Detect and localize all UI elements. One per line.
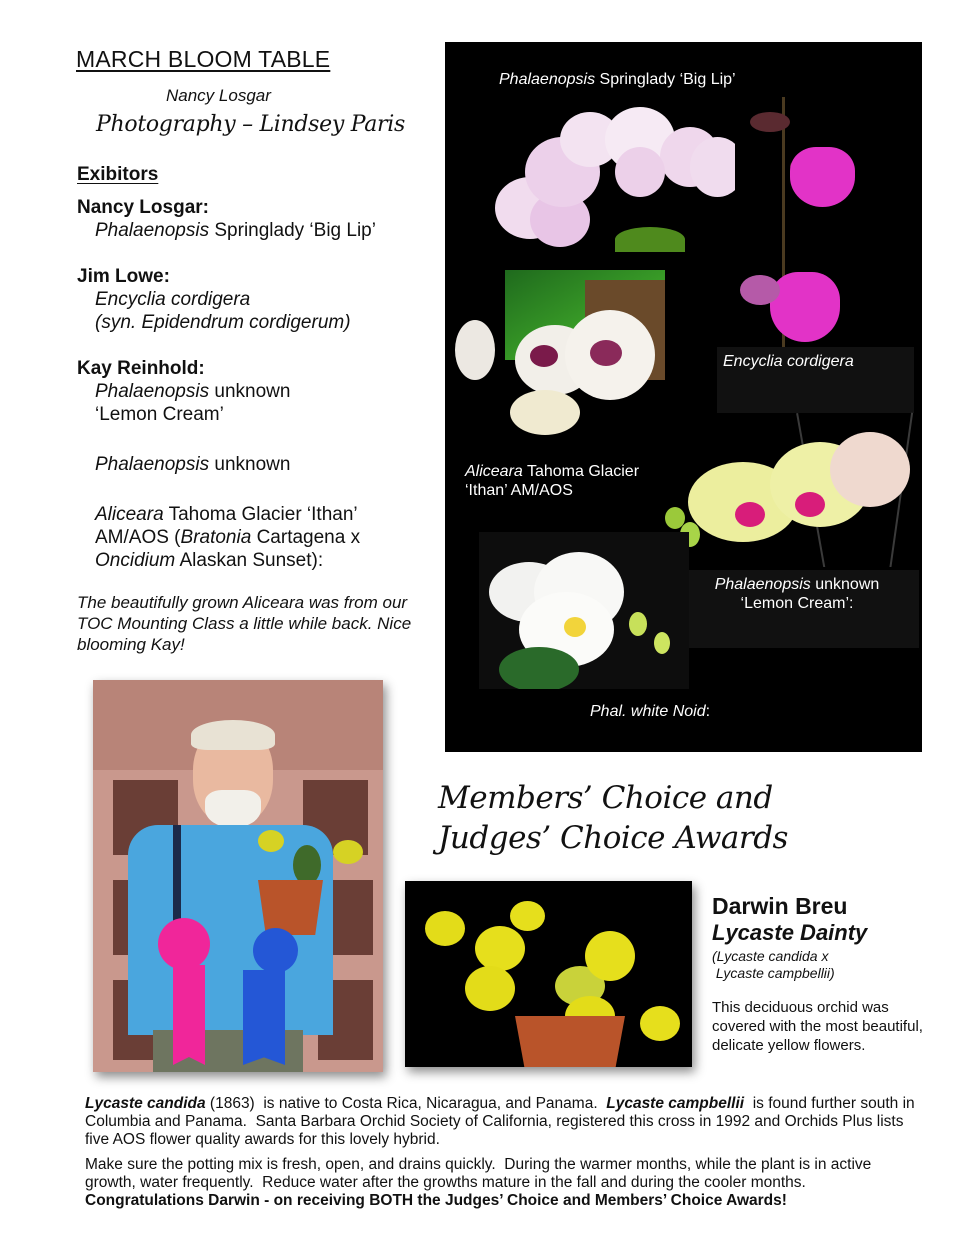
photo-aliceara-tahoma-glacier [455,270,670,450]
synonym: (syn. Epidendrum cordigerum) [95,312,351,333]
genus: Oncidium [95,550,176,571]
plant-entry [77,380,437,426]
flower-pot [258,880,323,935]
photo-phal-white-noid [479,532,689,689]
genus: Aliceara [95,504,164,525]
plant-name: Alaskan Sunset): [175,550,324,571]
genus: Phalaenopsis [714,576,811,593]
genus: Phalaenopsis [95,220,210,241]
photo-phalaenopsis-lemon-cream [660,412,920,567]
exhibitor-nancy-losgar [77,196,437,242]
photography-credit: Photography – Lindsey Paris [96,112,405,137]
parentage-line: Lycaste campbellii) [712,965,835,981]
plant-entry [77,503,437,572]
genus: Phalaenopsis [95,454,210,475]
congratulations-text: Congratulations Darwin - on receiving BOTH the Judges’ Choice and Members’ Choice Awards! [85,1192,787,1209]
caption-text: ‘Ithan’ AM/AOS [465,482,573,499]
exhibitor-kay-reinhold [77,357,437,572]
photo-darwin-breu-with-ribbons [93,680,383,1072]
plant-parentage [712,948,932,982]
plant-name: unknown [209,381,291,402]
exhibitor-name: Kay Reinhold: [77,358,205,379]
caption-text: ‘Lemon Cream’: [740,595,854,612]
article-text: is found further south in Columbia and Panama. Santa Barbara Orchid Society of California, registered this cross in 1992 and Orchids Plus lists five AOS flower quality awards for this lovely hybrid. [85,1095,919,1148]
plant-name: unknown [209,454,291,475]
lycaste-article [85,1095,925,1210]
caption-text: Tahoma Glacier [522,463,640,480]
bloom-photo-collage [445,42,922,752]
winner-plant: Lycaste Dainty [712,920,868,945]
photo-encyclia-cordigera [730,97,880,347]
plant-entry [77,219,437,242]
blue-ribbon [253,928,298,973]
photo-lycaste-dainty [405,881,692,1067]
caption-text: unknown [810,576,880,593]
plant-name: Springlady ‘Big Lip’ [209,220,376,241]
photo-phalaenopsis-springlady [495,97,735,257]
winner-description: This deciduous orchid was covered with the most beautiful, delicate yellow flowers. [712,999,923,1054]
species-name: Lycaste candida [85,1095,206,1112]
caption-springlady [499,70,736,89]
article-paragraph-2 [85,1156,925,1210]
pink-ribbon [158,918,210,970]
exhibitors-list [77,196,437,595]
caption-aliceara [465,462,639,500]
caption-encyclia [723,352,854,371]
plant-entry [77,453,437,476]
caption-white-noid [590,702,710,721]
caption-punct: : [705,703,711,720]
award-text: AM/AOS ( [95,527,181,548]
exhibitor-name: Nancy Losgar: [77,197,209,218]
page-title: MARCH BLOOM TABLE [76,46,331,72]
genus: Phalaenopsis [95,381,210,402]
award-winner-info [712,893,932,1055]
caption-text: Springlady ‘Big Lip’ [595,71,736,88]
caption-text: Encyclia cordigera [723,353,854,370]
plant-name: Cartagena x [251,527,361,548]
awards-heading [438,778,838,858]
article-paragraph-1 [85,1095,925,1149]
exhibitor-note: The beautifully grown Aliceara was from our TOC Mounting Class a little while back. Nice blooming Kay! [77,593,412,654]
caption-lemon-cream [675,575,919,613]
plant-name: Tahoma Glacier ‘Ithan’ [163,504,358,525]
genus: Bratonia [180,527,252,548]
species-name: Lycaste campbellii [606,1095,745,1112]
species: Encyclia cordigera [95,289,251,310]
parentage-line: (Lycaste candida x [712,948,829,964]
author: Nancy Losgar [166,86,271,105]
article-text: (1863) is native to Costa Rica, Nicaragua, and Panama. [205,1095,607,1112]
awards-heading-line1: Members’ Choice and [438,780,773,816]
exhibitors-heading: Exibitors [77,164,159,185]
winner-name: Darwin Breu [712,893,848,919]
genus: Aliceara [465,463,523,480]
cultivar: ‘Lemon Cream’ [95,404,224,425]
exhibitor-jim-lowe [77,265,437,334]
plant-entry [77,288,437,334]
article-text: Make sure the potting mix is fresh, open, and drains quickly. During the warmer months, while the plant is in active growth, water frequently. Reduce water after the growths mature in the fall and during the cooler months. [85,1156,876,1191]
exhibitor-name: Jim Lowe: [77,266,170,287]
awards-heading-line2: Judges’ Choice Awards [438,820,788,856]
caption-text: Phal. white Noid [590,703,706,720]
genus: Phalaenopsis [499,71,596,88]
